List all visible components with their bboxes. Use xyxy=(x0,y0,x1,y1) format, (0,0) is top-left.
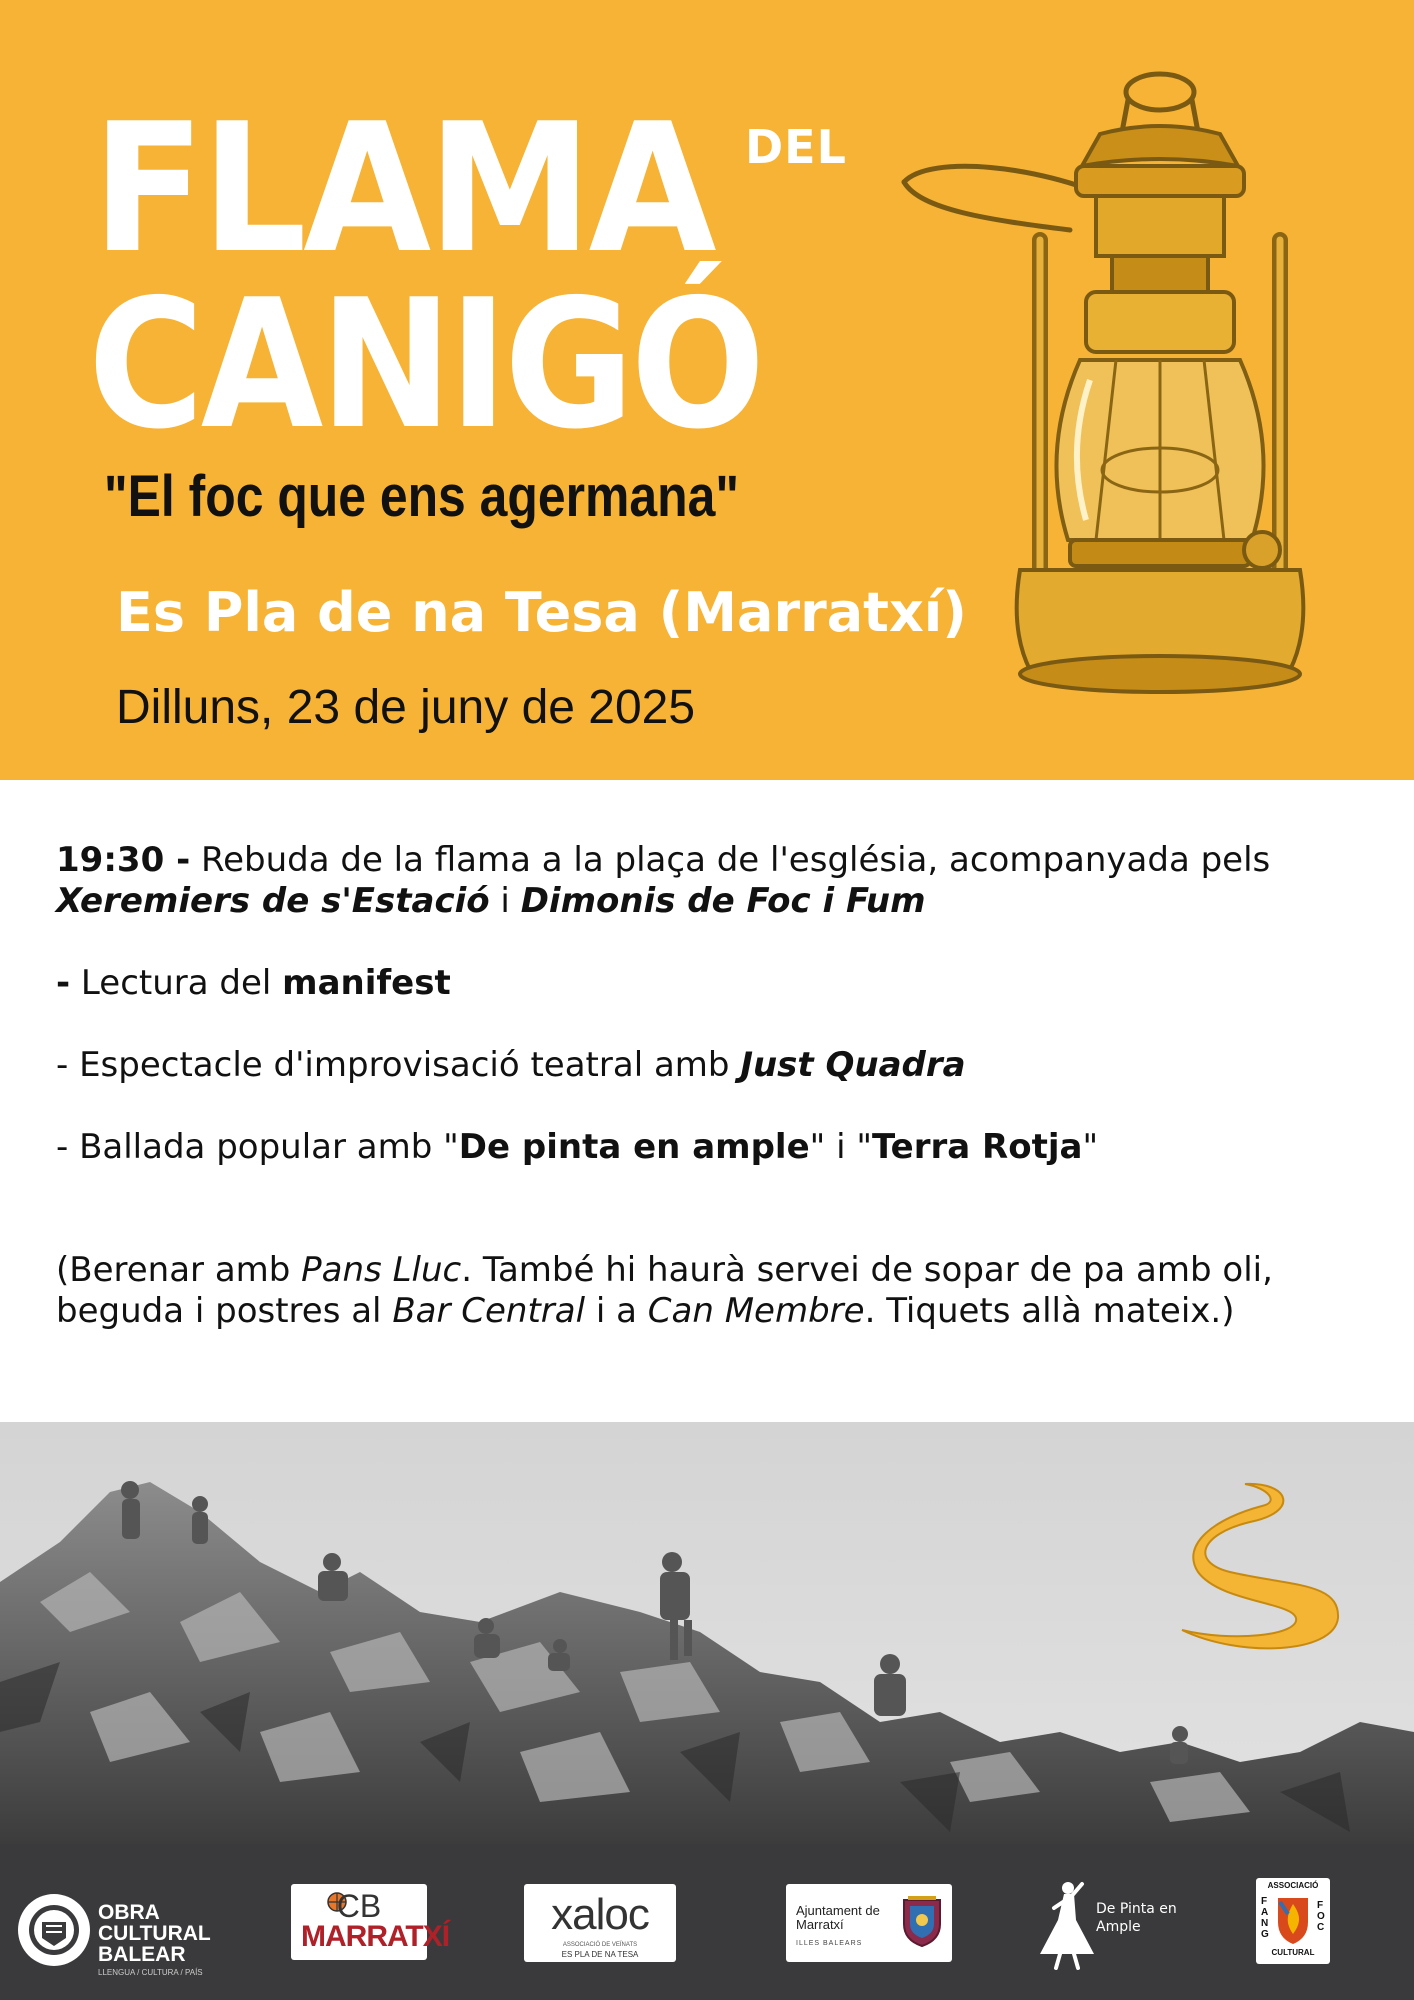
tagline: "El foc que ens agermana" xyxy=(104,464,739,529)
programme-text: Lectura del xyxy=(70,963,283,1003)
dpa-name: De Pinta en Ample xyxy=(1096,1901,1177,1935)
performer-name: Just Quadra xyxy=(740,1045,966,1085)
venue-name: Can Membre xyxy=(647,1291,865,1331)
xaloc-place: ES PLA DE NA TESA xyxy=(561,1950,639,1959)
title-flama: FLAMA xyxy=(92,85,713,292)
mountain-ridge-image xyxy=(0,1422,1414,1844)
ajuntament-subtitle: ILLES BALEARS xyxy=(796,1940,863,1947)
hikers-photo xyxy=(0,1422,1414,1844)
cb-bottom-label: MARRATXÍ xyxy=(301,1920,450,1953)
poster-header xyxy=(0,0,1414,780)
coat-of-arms-icon xyxy=(900,1894,944,1948)
logo-ajuntament-marratxi xyxy=(786,1884,952,1962)
programme-text: Rebuda de la flama a la plaça de l'església, acompanyada pels xyxy=(190,840,1271,880)
performer-name: Xeremiers de s'Estació xyxy=(56,881,490,921)
start-time: 19:30 - xyxy=(56,840,191,880)
sponsor-logos xyxy=(0,1844,1414,2000)
xaloc-name: xaloc xyxy=(551,1890,649,1939)
ocb-subtitle: LLENGUA / CULTURA / PAÍS xyxy=(98,1968,203,1977)
venue-name: Bar Central xyxy=(392,1291,586,1331)
programme-text: " xyxy=(1082,1127,1099,1167)
event-programme xyxy=(56,840,1376,1332)
event-location: Es Pla de na Tesa (Marratxí) xyxy=(116,581,967,644)
ocb-name: OBRA CULTURAL BALEAR xyxy=(98,1901,211,1966)
xaloc-subtitle: ASSOCIACIÓ DE VEÏNATS xyxy=(562,1942,638,1948)
programme-item xyxy=(56,963,1376,1004)
programme-text: - Espectacle d'improvisació teatral amb xyxy=(56,1045,741,1085)
logo-xaloc xyxy=(524,1884,676,1962)
cb-top-label: CB xyxy=(336,1888,382,1924)
event-date: Dilluns, 23 de juny de 2025 xyxy=(116,681,696,734)
performer-name: Terra Rotja xyxy=(871,1127,1083,1167)
performer-name: De pinta en ample xyxy=(458,1127,810,1167)
ff-left-label: FANG xyxy=(1261,1896,1269,1940)
title-canigo: CANIGÓ xyxy=(88,261,762,468)
logo-obra-cultural-balear xyxy=(16,1886,226,1982)
lantern-icon xyxy=(890,70,1320,710)
logo-cb-marratxi xyxy=(291,1884,450,1960)
programme-item xyxy=(56,1127,1376,1168)
performer-name: Dimonis de Foc i Fum xyxy=(520,881,926,921)
programme-text: " i " xyxy=(809,1127,872,1167)
title-del: DEL xyxy=(745,120,847,174)
ff-right-label: FOC xyxy=(1317,1900,1325,1933)
ajuntament-name: Ajuntament de Marratxí xyxy=(796,1903,880,1932)
programme-item xyxy=(56,840,1376,922)
bullet-dash: - xyxy=(56,963,71,1003)
programme-text: - Ballada popular amb " xyxy=(56,1127,459,1167)
programme-text: i xyxy=(489,881,521,921)
logo-fang-foc-cultural xyxy=(1256,1878,1330,1964)
programme-note xyxy=(56,1250,1376,1332)
note-text: i a xyxy=(585,1291,648,1331)
dancer-icon xyxy=(1034,1880,1098,1970)
programme-highlight: manifest xyxy=(282,963,451,1003)
logo-de-pinta-en-ample xyxy=(1034,1878,1184,1974)
venue-name: Pans Lluc xyxy=(301,1250,462,1290)
ocb-emblem-icon xyxy=(16,1892,92,1968)
note-text: . Tiquets allà mateix.) xyxy=(864,1291,1235,1331)
programme-item xyxy=(56,1045,1376,1086)
ff-top-label: ASSOCIACIÓ xyxy=(1267,1881,1319,1890)
note-text: . També hi haurà servei de sopar de pa amb oli, beguda i postres al xyxy=(56,1250,1273,1331)
note-text: (Berenar amb xyxy=(56,1250,302,1290)
ff-bottom-label: CULTURAL xyxy=(1271,1948,1315,1957)
